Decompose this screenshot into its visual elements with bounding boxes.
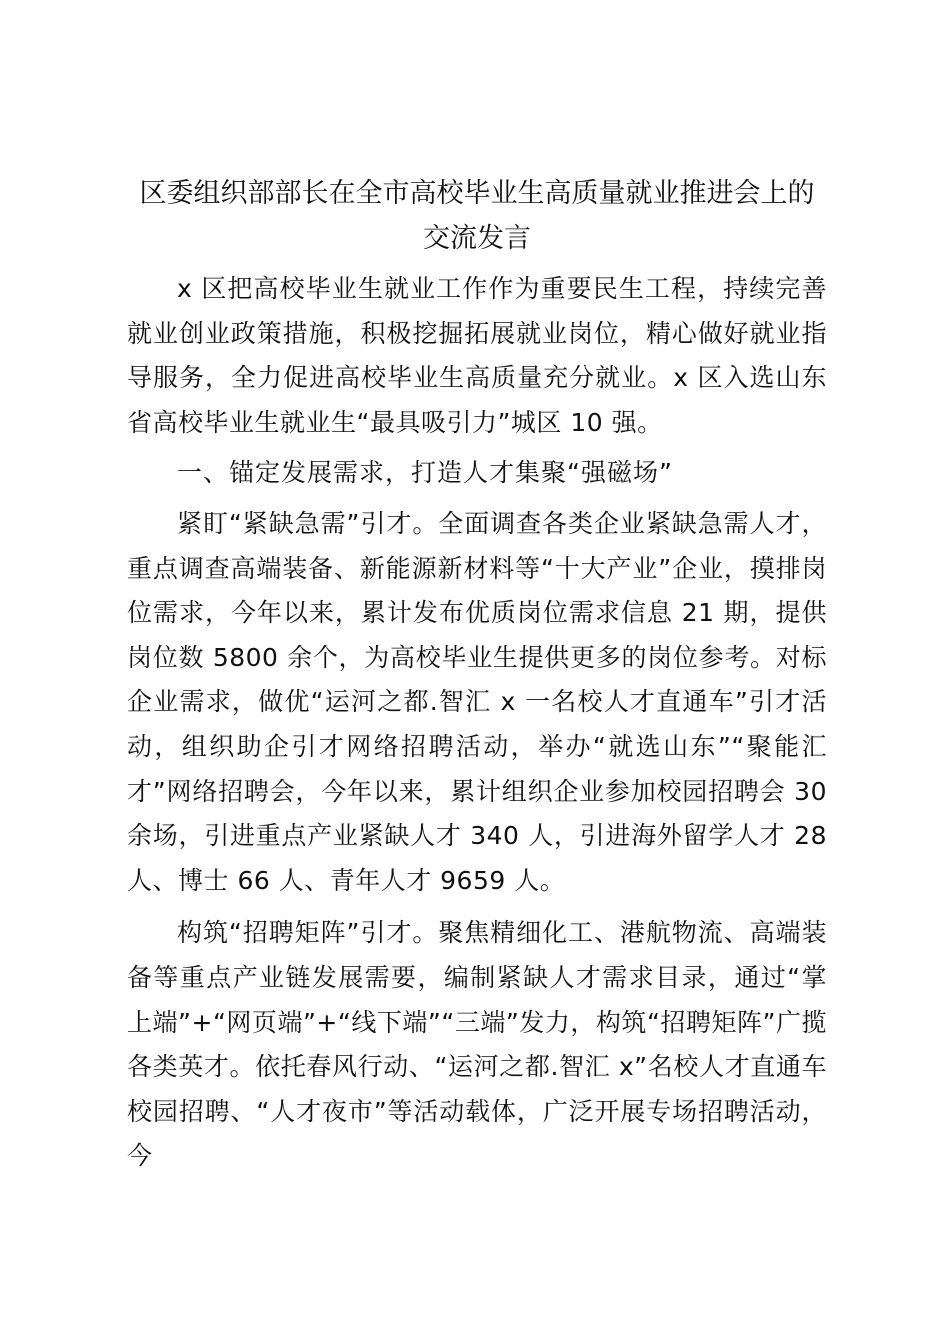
document-body (127, 171, 827, 1179)
section-heading: 一、锚定发展需求，打造人才集聚“强磁场” (177, 458, 673, 488)
document-title: 区委组织部部长在全市高校毕业生高质量就业推进会上的交流发言 (139, 178, 815, 254)
intro-paragraph: x 区把高校毕业生就业工作作为重要民生工程，持续完善就业创业政策措施，积极挖掘拓展就业岗位，精心做好就业指导服务，全力促进高校毕业生高质量充分就业。x 区入选山东省高校毕业生就业生“最具吸引力”城区 10 强。 (127, 274, 827, 437)
body-paragraph-1: 紧盯“紧缺急需”引才。全面调查各类企业紧缺急需人才，重点调查高端装备、新能源新材料等“十大产业”企业，摸排岗位需求，今年以来，累计发布优质岗位需求信息 21 期，提供岗位数 5800 余个，为高校毕业生提供更多的岗位参考。对标企业需求，做优“运河之都.智汇 x 一名校人才直通车”引才活动，组织助企引才网络招聘活动，举办“就选山东”“聚能汇才”网络招聘会，今年以来，累计组织企业参加校园招聘会 30 余场，引进重点产业紧缺人才 340 人，引进海外留学人才 28 人、博士 66 人、青年人才 9659 人。 (127, 508, 827, 895)
body-paragraph-2: 构筑“招聘矩阵”引才。聚焦精细化工、港航物流、高端装备等重点产业链发展需要，编制紧缺人才需求目录，通过“掌上端”+“网页端”+“线下端”“三端”发力，构筑“招聘矩阵”广揽各类英才。依托春风行动、“运河之都.智汇 x”名校人才直通车校园招聘、“人才夜市”等活动载体，广泛开展专场招聘活动，今 (127, 918, 827, 1171)
